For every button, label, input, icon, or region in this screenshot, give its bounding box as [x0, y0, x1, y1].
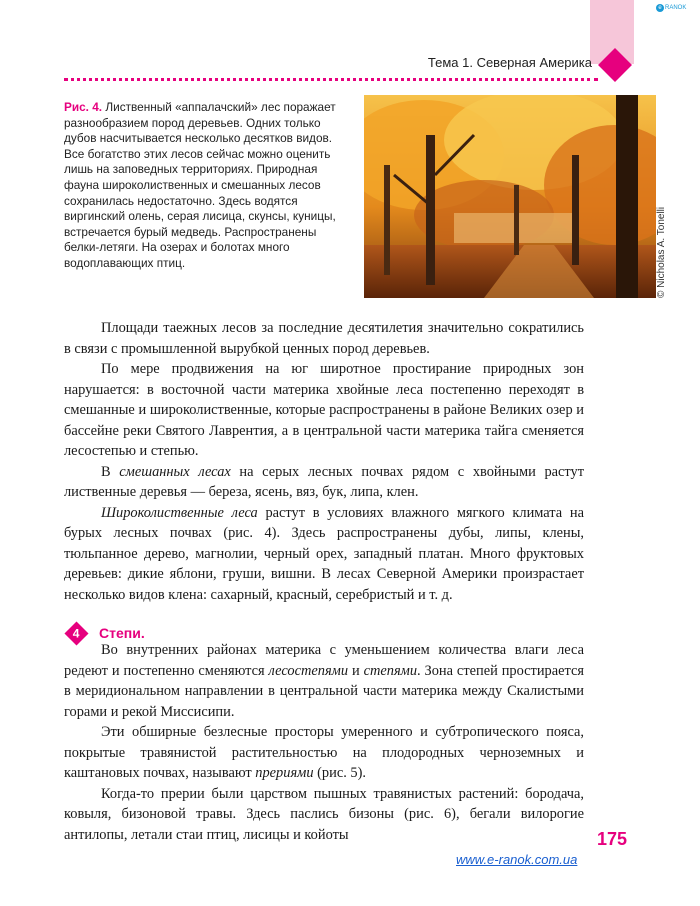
- header-divider: [64, 78, 598, 81]
- term-steppes: степями: [363, 662, 418, 679]
- publisher-logo: [656, 2, 696, 14]
- paragraph: Когда-то прерии были царством пышных травянистых растений: бородача, ковыля, бизоновой травы. Здесь паслись бизоны (рис. 6), бегали вилорогие антилопы, летали стаи птиц, лисицы и койоты: [64, 785, 584, 843]
- photo-credit: © Nicholas A. Tonelli: [656, 206, 667, 298]
- publisher-site-link[interactable]: www.e-ranok.com.ua: [456, 852, 578, 867]
- forest-photo: [364, 95, 656, 298]
- term-prairies: прериями: [255, 765, 314, 781]
- chapter-title: Тема 1. Северная Америка: [427, 55, 592, 70]
- section-title: Степи.: [99, 625, 145, 641]
- logo-icon: е: [656, 4, 664, 12]
- logo-text: RANOK: [665, 5, 687, 11]
- figure-caption-text: Лиственный «аппалачский» лес поражает разнообразием пород деревьев. Одних только дубов насчитывается несколько десятков видов. Все богатство этих лесов сейчас можно оценить лишь на заповедных территориях. Природная фауна широколиственных и смешанных лесов сохранилась недостаточно. Здесь водятся виргинский олень, серая лисица, скунсы, куницы, встречается бурый медведь. Распространены белки-летяги. На озерах и болотах много водоплавающих птиц.: [64, 100, 336, 270]
- paragraph: Площади таежных лесов за последние десятилетия значительно сократились в связи с промышленной вырубкой ценных пород деревьев.: [64, 320, 584, 357]
- paragraph: Эти обширные безлесные просторы умеренного и субтропического пояса, покрытые травянистой растительностью на плодородных черноземных и каштановых почвах, называют прериями (рис. 5).: [64, 724, 584, 781]
- paragraph: Во внутренних районах материка с уменьшением количества влаги леса редеют и постепенно сменяются лесостепями и степями. Зона степей простирается в меридиональном направлении в центральной части материка между Скалистыми горами и рекой Миссисипи.: [64, 642, 584, 720]
- page-number: 175: [597, 829, 628, 849]
- paragraph: В смешанных лесах на серых лесных почвах рядом с хвойными растут лиственные деревья — береза, ясень, вяз, бук, липа, клен.: [64, 463, 584, 500]
- figure-label: Рис. 4.: [64, 100, 103, 114]
- term-mixed-forests: смешанных лесах: [119, 463, 231, 480]
- section-number: 4: [73, 626, 80, 640]
- term-broadleaf-forests: Широколиственные леса: [101, 504, 258, 521]
- text-block-forests: [64, 318, 584, 605]
- paragraph: Широколиственные леса растут в условиях влажного мягкого климата на бурых лесных почвах (рис. 4). Здесь распространены дубы, липы, клены, тюльпанное дерево, магнолии, черный орех, западный платан. Много фруктовых деревьев: дикие яблони, груши, вишни. В лесах Северной Америки произрастает несколько видов клена: сахарный, красный, серебристый и т. д.: [64, 504, 584, 603]
- text-block-steppes: [64, 640, 584, 845]
- figure-caption: [64, 100, 354, 272]
- paragraph: По мере продвижения на юг широтное простирание природных зон нарушается: в восточной части материка хвойные леса постепенно переходят в смешанные и широколиственные, которые распространены в районе Великих озер и бассейне реки Святого Лаврентия, а в центральной части материка тайга сменяется лесостепью и степью.: [64, 361, 584, 459]
- term-forest-steppes: лесостепями: [268, 662, 349, 679]
